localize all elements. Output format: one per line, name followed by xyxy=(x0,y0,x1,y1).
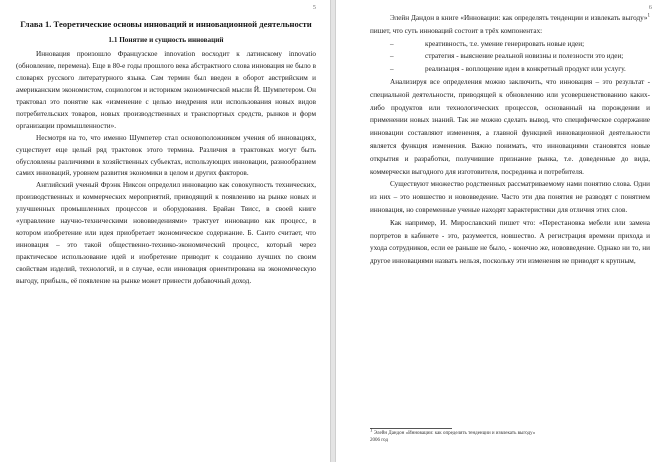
right-page xyxy=(336,0,666,462)
paragraph: Как например, И. Мирославский пишет что: «Перестановка мебели или замена портретов в кабинете - это, разумеется, новшество. А регистрация времени прихода и ухода сотрудников, если ее раньше не было, - конечно же, нововведение. Однако ни то, ни другое инновациями назвать нельзя, поскольку эти изменения не приводят к крупным, xyxy=(370,218,650,266)
list-dash: – xyxy=(390,52,394,61)
paragraph: Несмотря на то, что именно Шумпетер стал основоположником учения об инновациях, существует еще целый ряд трактовок этого термина. Различия в трактовках могут быть обусловлены различиями в хозяйственных субъектах, использующих инновации, разнообразием самих инноваций, уровнем развития экономики в целом и других факторов. xyxy=(16,133,316,178)
chapter-title: Глава 1. Теоретические основы инноваций и инновационной деятельности xyxy=(20,19,312,29)
list-item-text: стратегия - выяснение реальной новизны и полезности это идеи; xyxy=(425,52,624,61)
paragraph: Существуют множество родственных рассматриваемому нами понятию слова. Одни из них – это новшество и нововведение. Часто эти два понятия не разводят с понятием инновация, но современные ученые находят характеристики для отличия этих слов. xyxy=(370,180,650,214)
intro-text-continued: пишет, что суть инноваций состоит в трёх компонентах: xyxy=(370,26,543,35)
section-title: 1.1 Понятие и сущность инноваций xyxy=(108,36,224,45)
footnote-divider xyxy=(370,428,452,429)
intro-text: Элейн Дандон в книге «Инновации: как определять тенденции и извлекать выгоду» xyxy=(390,14,648,22)
footnote xyxy=(370,428,650,444)
list-item xyxy=(370,38,650,51)
page-number: 6 xyxy=(648,4,652,11)
paragraph: Английский ученый Фрэнк Никсон определил инновацию как совокупность технических, производственных и коммерческих мероприятий, приводящий к появлению на рынке новых и улучшенных промышленных процессов и оборудования. Брайан Твисс, в своей книге «управление научно-техническими нововведениями» трактует инновацию как процесс, в котором изобретение или идея приобретает экономическое содержание. Б. Санто считает, что инновация – это такой общественно-технико-экономический процесс, который через практическое использование идей и изобретение приводит к созданию лучших по своим свойствам изделий, технологий, и в случае, если инновация ориентирована на экономическую выгоду, прибыль, её появление на рынке может принести добавочный доход. xyxy=(16,181,316,285)
list-item-text: реализация - воплощение идеи в конкретный продукт или услугу. xyxy=(425,65,626,74)
footnote-marker[interactable]: 1 xyxy=(647,13,650,19)
list-item-text: креативность, т.е. умение генерировать новые идеи; xyxy=(425,39,585,48)
intro-paragraph xyxy=(370,12,650,38)
left-page xyxy=(0,0,330,462)
list-dash: – xyxy=(390,39,394,48)
list-dash: – xyxy=(390,65,394,74)
footnote-number: 1 xyxy=(370,428,373,434)
page-content xyxy=(370,12,650,268)
paragraph: Анализируя все определения можно заключить, что инновация – это результат - специальной деятельности, приводящей к обновлению или усовершенствованию каких-либо продуктов или технологических процессов, основанный на порождении и применении новых знаний. Так же можно сделать вывод, что специфическое содержание инновации составляют изменения, а главной функцией инновационной деятельности является функция изменения. Важно понимать, что инновациями становятся новые открытия и разработки, получившие признание рынка, т.е. доведенные до вида, коммерчески выгодного для изготовителя, посредника и потребителя. xyxy=(370,77,650,176)
page-content xyxy=(16,19,316,288)
list-item xyxy=(370,50,650,63)
footnote-year: 2006 год xyxy=(370,437,389,443)
paragraph: Инновация произошло Французское innovation восходит к латинскому innovatio (обновление, перемена). Еще в 80-е годы прошлого века абстрактного слова инновация не было в словарях русского литературного языка. Сам термин был введен в оборот австрийским и американским экономистом, социологом и историком экономической мысли Й. Шумпетером. Он трактовал это понятие как «изменение с целью внедрения или использования новых видов потребительских товаров, новых производственных и транспортных средств, рынков и форм организации промышленности». xyxy=(16,50,316,130)
page-number: 5 xyxy=(312,4,316,11)
components-list xyxy=(370,38,650,76)
footnote-text: Элейн Дандон «Инновации: как определять тенденции и извлекать выгоду» xyxy=(372,431,536,436)
list-item xyxy=(370,63,650,76)
